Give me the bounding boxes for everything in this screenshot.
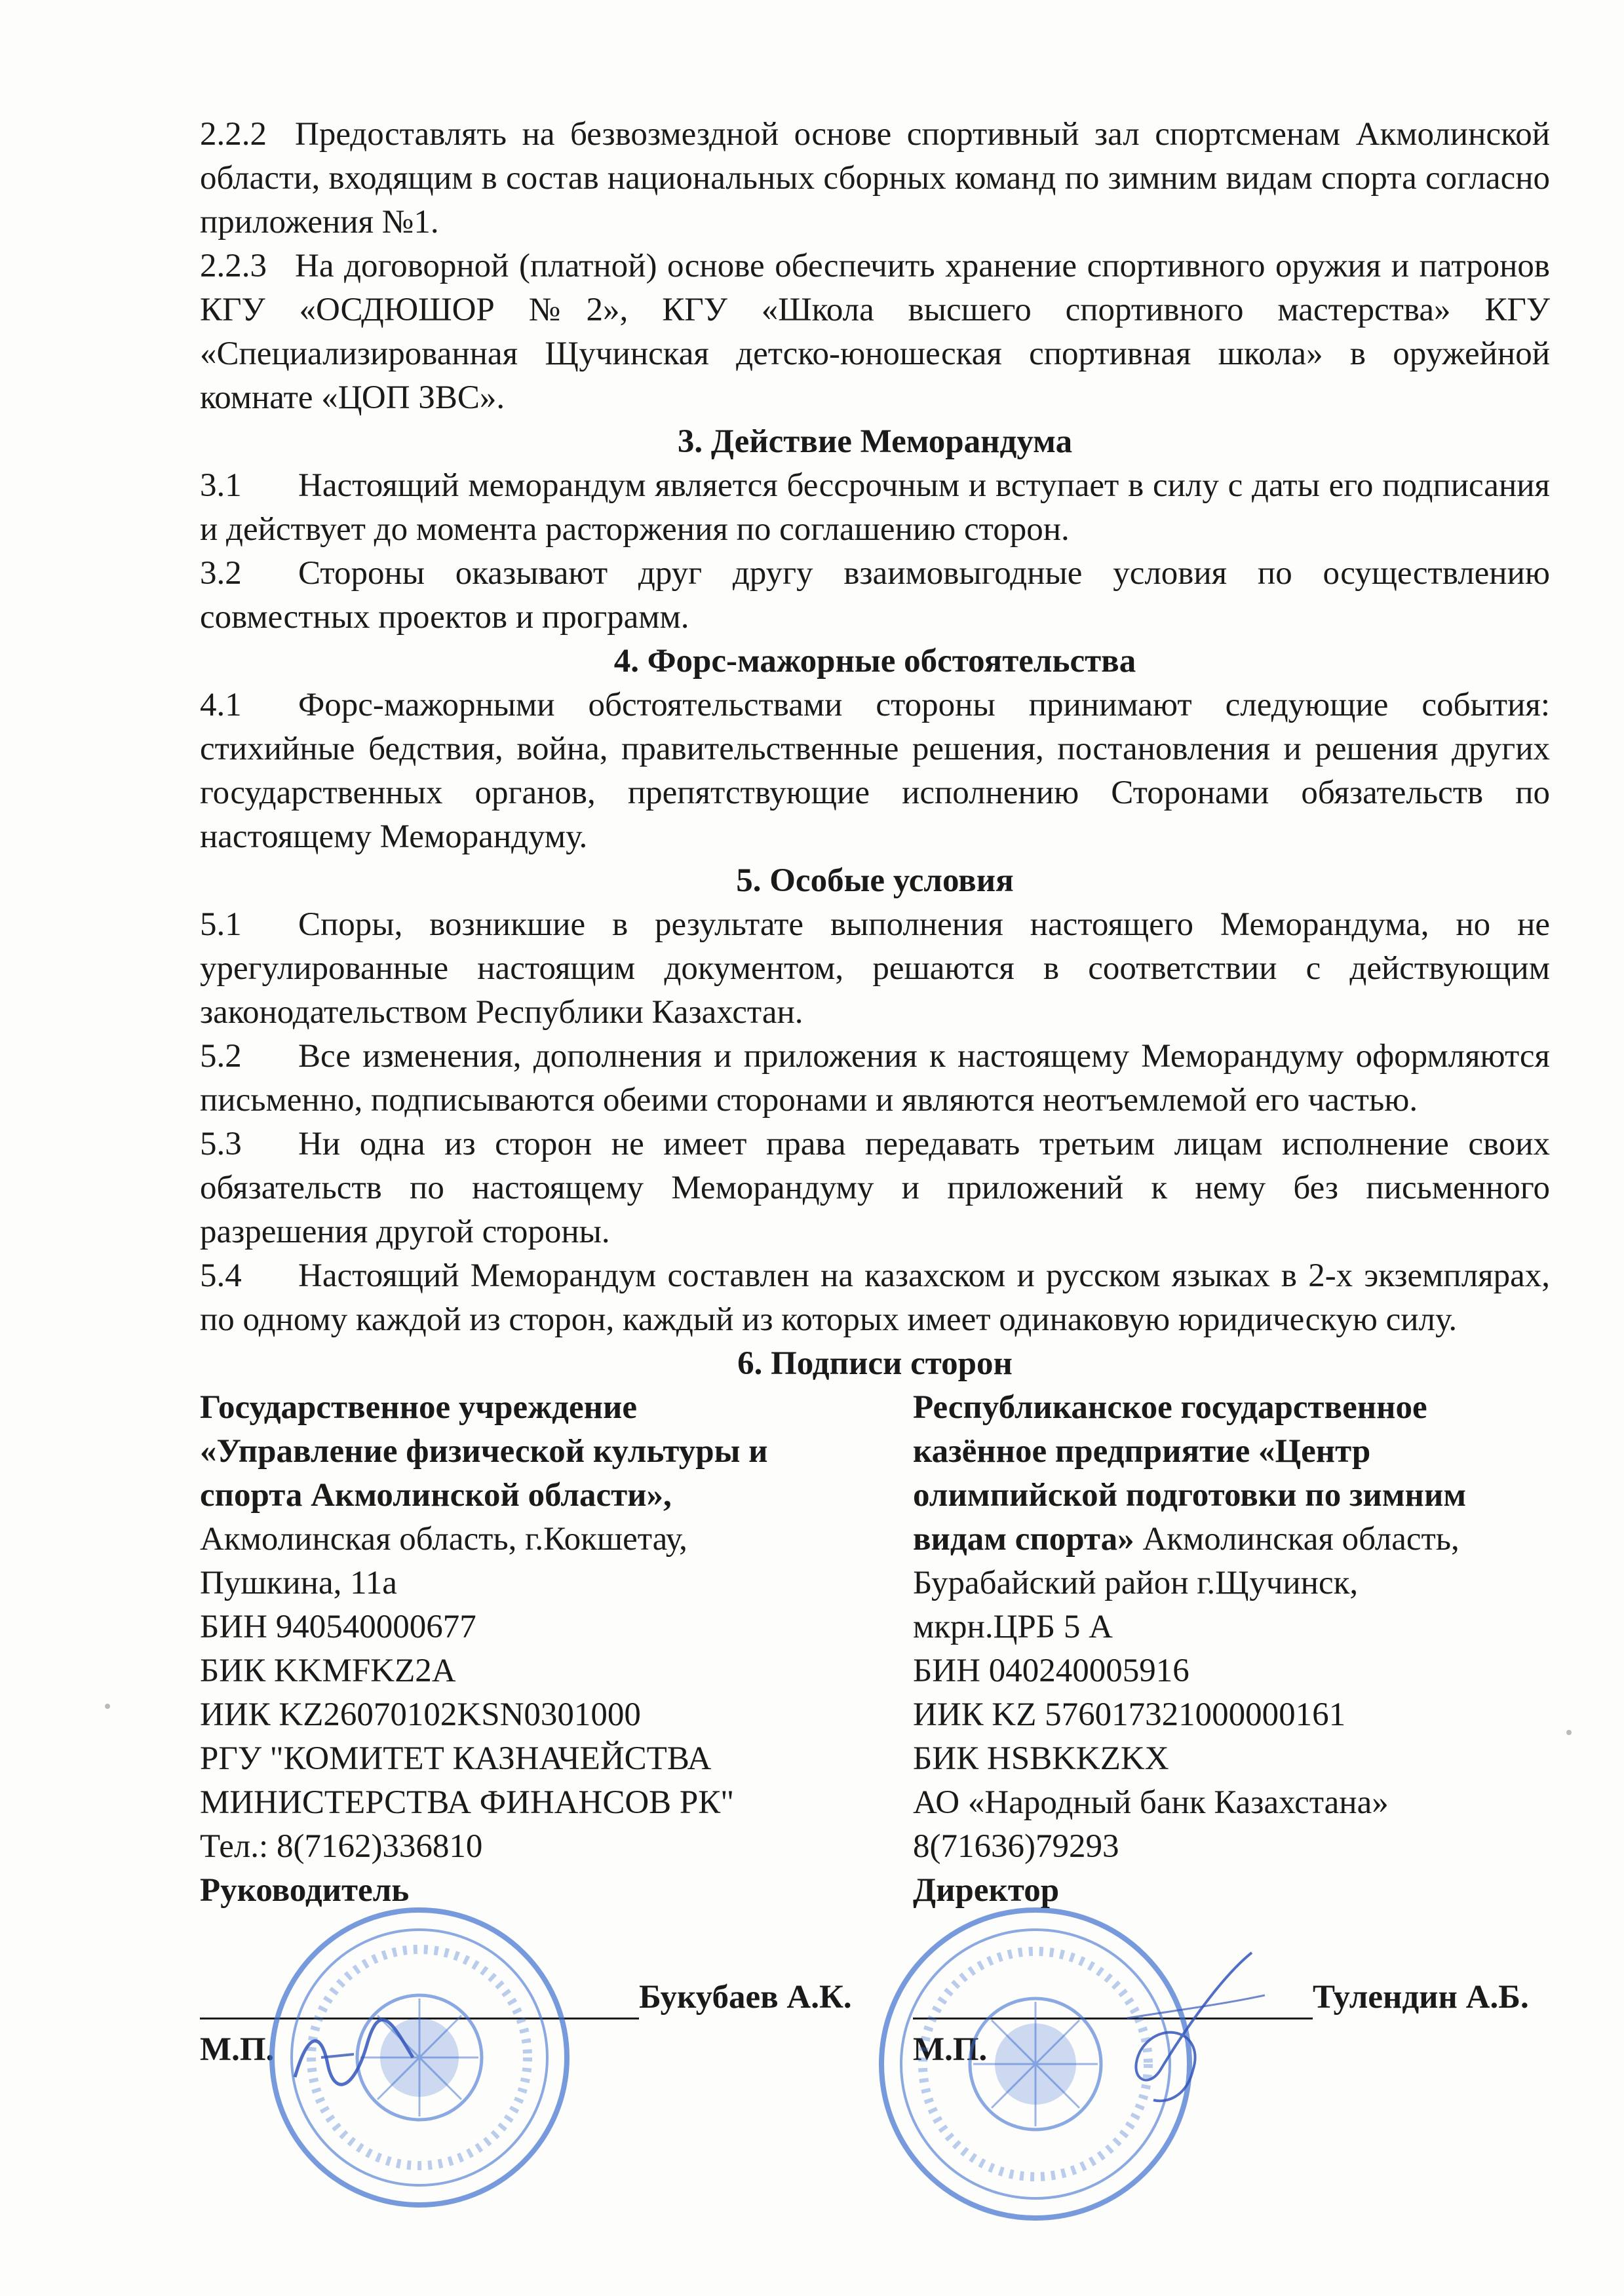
clause-5-4: 5.4 Настоящий Меморандум составлен на казахском и русском языках в 2-х экземплярах, по одному каждой из сторон, каждый из которых имеет одинаковую юридическую силу. — [200, 1257, 1550, 1338]
clause-5-1: 5.1 Споры, возникшие в результате выполнения настоящего Меморандума, но не урегулированные настоящим документом, решаются в соответствии с действующим законодательством Республики Казахстан. — [200, 906, 1550, 1031]
section-4-title: 4. Форс-мажорные обстоятельства — [613, 643, 1136, 679]
left-party-detail: ИИК KZ26070102KSN0301000 — [200, 1696, 641, 1733]
right-signer-name: Тулендин А.Б. — [1313, 1979, 1529, 2016]
section-3-title: 3. Действие Меморандума — [677, 423, 1073, 460]
scan-speck — [105, 1704, 110, 1709]
left-party-detail: БИН 940540000677 — [200, 1609, 476, 1645]
left-signature-blank — [200, 1983, 639, 2019]
right-party-name: Республиканское государственное — [913, 1389, 1427, 1426]
left-party-detail: РГУ "КОМИТЕТ КАЗНАЧЕЙСТВА — [200, 1740, 712, 1777]
left-party-detail: БИК KKMFKZ2A — [200, 1653, 456, 1689]
left-party-name: спорта Акмолинской области», — [200, 1477, 672, 1514]
right-signature-blank — [913, 1983, 1313, 2019]
left-position: Руководитель — [200, 1872, 410, 1909]
left-party-detail: Тел.: 8(7162)336810 — [200, 1828, 483, 1865]
memorandum-body — [200, 113, 1550, 2080]
right-party-detail: БИН 040240005916 — [913, 1653, 1189, 1689]
right-party-detail: АО «Народный банк Казахстана» — [913, 1784, 1389, 1821]
right-party-detail: Бурабайский район г.Щучинск, — [913, 1565, 1359, 1601]
left-party-detail: Акмолинская область, г.Кокшетау, — [200, 1521, 687, 1558]
right-party-detail: ИИК KZ 576017321000000161 — [913, 1696, 1346, 1733]
right-party-name: олимпийской подготовки по зимним — [913, 1477, 1467, 1514]
left-seal-mark: М.П. — [200, 2031, 275, 2068]
clause-2-2-3: 2.2.3 На договорной (платной) основе обеспечить хранение спортивного оружия и патронов КГУ «ОСДЮШОР №2», КГУ «Школа высшего спортивного мастерства» КГУ «Специализированная Щучинская детско-юношеская спортивная школа» в оружейной комнате «ЦОП ЗВС». — [200, 248, 1550, 416]
right-position: Директор — [913, 1872, 1060, 1909]
right-party-detail: БИК HSBKKZKX — [913, 1740, 1169, 1777]
left-party-name: Государственное учреждение — [200, 1389, 637, 1426]
signatures-block — [200, 1386, 1550, 2080]
left-party-detail: Пушкина, 11а — [200, 1565, 397, 1601]
clause-5-3: 5.3 Ни одна из сторон не имеет права передавать третьим лицам исполнение своих обязательств по настоящему Меморандуму и приложений к нему без письменного разрешения другой стороны. — [200, 1126, 1550, 1250]
clause-5-2: 5.2 Все изменения, дополнения и приложения к настоящему Меморандуму оформляются письменно, подписываются обеими сторонами и являются неотъемлемой его частью. — [200, 1038, 1550, 1119]
section-6-title: 6. Подписи сторон — [737, 1345, 1013, 1382]
right-party-detail: 8(71636)79293 — [913, 1828, 1119, 1865]
clause-2-2-2: 2.2.2 Предоставлять на безвозмездной основе спортивный зал спортсменам Акмолинской области, входящим в состав национальных сборных команд по зимним видам спорта согласно приложения №1. — [200, 116, 1550, 240]
left-party — [200, 1386, 868, 1913]
clause-3-2: 3.2 Стороны оказывают друг другу взаимовыгодные условия по осуществлению совместных проектов и программ. — [200, 555, 1550, 636]
right-party — [913, 1386, 1568, 1913]
clause-4-1: 4.1 Форс-мажорными обстоятельствами стороны принимают следующие события: стихийные бедствия, война, правительственные решения, постановления и решения других государственных органов, препятствующие исполнению Сторонами обязательств по настоящему Меморандуму. — [200, 687, 1550, 855]
section-5-title: 5. Особые условия — [736, 862, 1014, 899]
left-party-detail: МИНИСТЕРСТВА ФИНАНСОВ РК" — [200, 1784, 735, 1821]
clause-3-1: 3.1 Настоящий меморандум является бессрочным и вступает в силу с даты его подписания и действует до момента расторжения по соглашению сторон. — [200, 467, 1550, 548]
right-party-name: казённое предприятие «Центр — [913, 1433, 1371, 1470]
left-signer-name: Букубаев А.К. — [639, 1979, 852, 2016]
right-signature-line — [913, 1976, 1529, 2019]
right-seal-mark: М.П. — [913, 2031, 988, 2068]
scan-speck — [1566, 1730, 1572, 1735]
right-party-name-last: видам спорта» Акмолинская область, — [913, 1521, 1460, 1558]
left-party-name: «Управление физической культуры и — [200, 1433, 768, 1470]
right-party-detail: мкрн.ЦРБ 5 А — [913, 1609, 1113, 1645]
left-signature-line — [200, 1976, 852, 2019]
